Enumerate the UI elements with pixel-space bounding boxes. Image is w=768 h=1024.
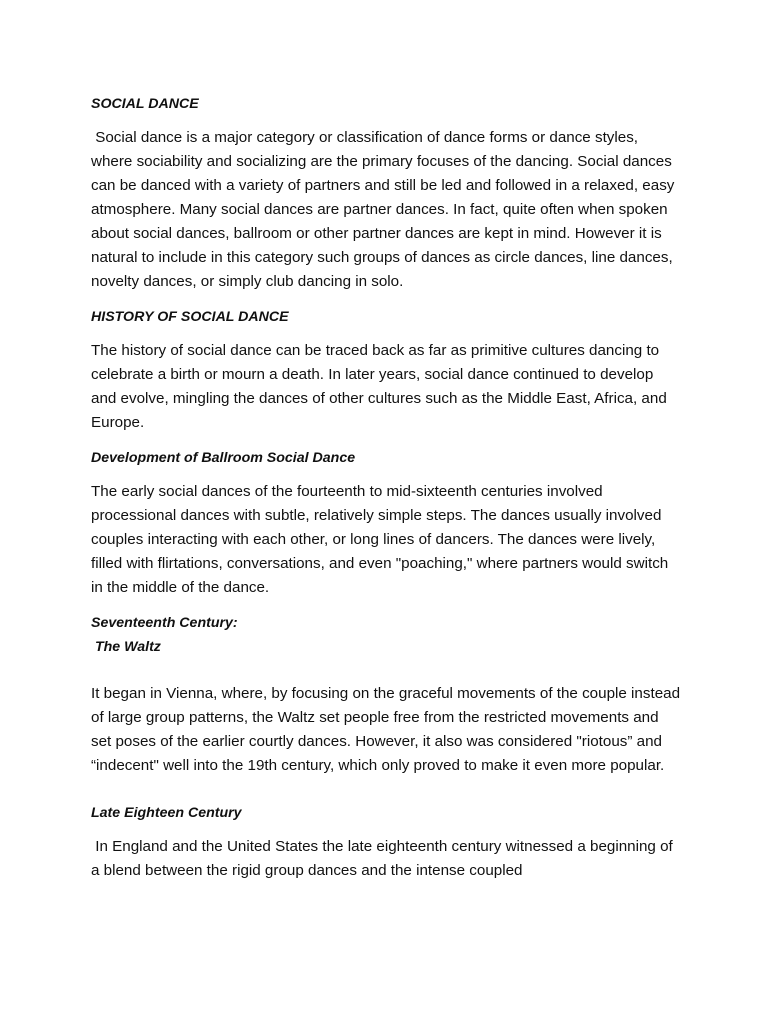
paragraph-text: Social dance is a major category or classification of dance forms or dance styles, where sociability and socializing are the primary focuses of the dancing. Social dances can be danced with a variety of partners and still be led and followed in a relaxed, easy atmosphere. Many social dances are partner dances. In fact, quite often when spoken about social dances, ballroom or other partner dances are kept in mind. However it is natural to include in this category such groups of dances as circle dances, line dances, novelty dances, or simply club dancing in solo. [91,129,679,290]
section-heading-history: HISTORY OF SOCIAL DANCE [91,309,289,325]
subheading-the-waltz: The Waltz [91,639,161,655]
section-heading-social-dance: SOCIAL DANCE [91,96,199,112]
paragraph-social-dance [91,126,681,294]
paragraph-history: The history of social dance can be traced back as far as primitive cultures dancing to celebrate a birth or mourn a death. In later years, social dance continued to develop and evolve, mingling the dances of other cultures such as the Middle East, Africa, and Europe. [91,342,667,431]
document-body [91,92,681,883]
section-heading-late-eighteen-century: Late Eighteen Century [91,805,242,821]
paragraph-waltz: It began in Vienna, where, by focusing on the graceful movements of the couple instead of large group patterns, the Waltz set people free from the restricted movements and set poses of the earlier courtly dances. However, it also was considered "riotous” and “indecent" well into the 19th century, which only proved to make it even more popular. [91,685,681,774]
section-heading-development: Development of Ballroom Social Dance [91,450,356,466]
paragraph-late-eighteen-century: In England and the United States the late eighteenth century witnessed a beginning of a blend between the rigid group dances and the intense coupled [91,838,678,879]
paragraph-development: The early social dances of the fourteenth to mid-sixteenth centuries involved processional dances with subtle, relatively simple steps. The dances usually involved couples interacting with each other, or long lines of dancers. The dances were lively, filled with flirtations, conversations, and even "poaching," where partners would switch in the middle of the dance. [91,483,669,596]
section-heading-seventeenth-century: Seventeenth Century: [91,615,238,631]
